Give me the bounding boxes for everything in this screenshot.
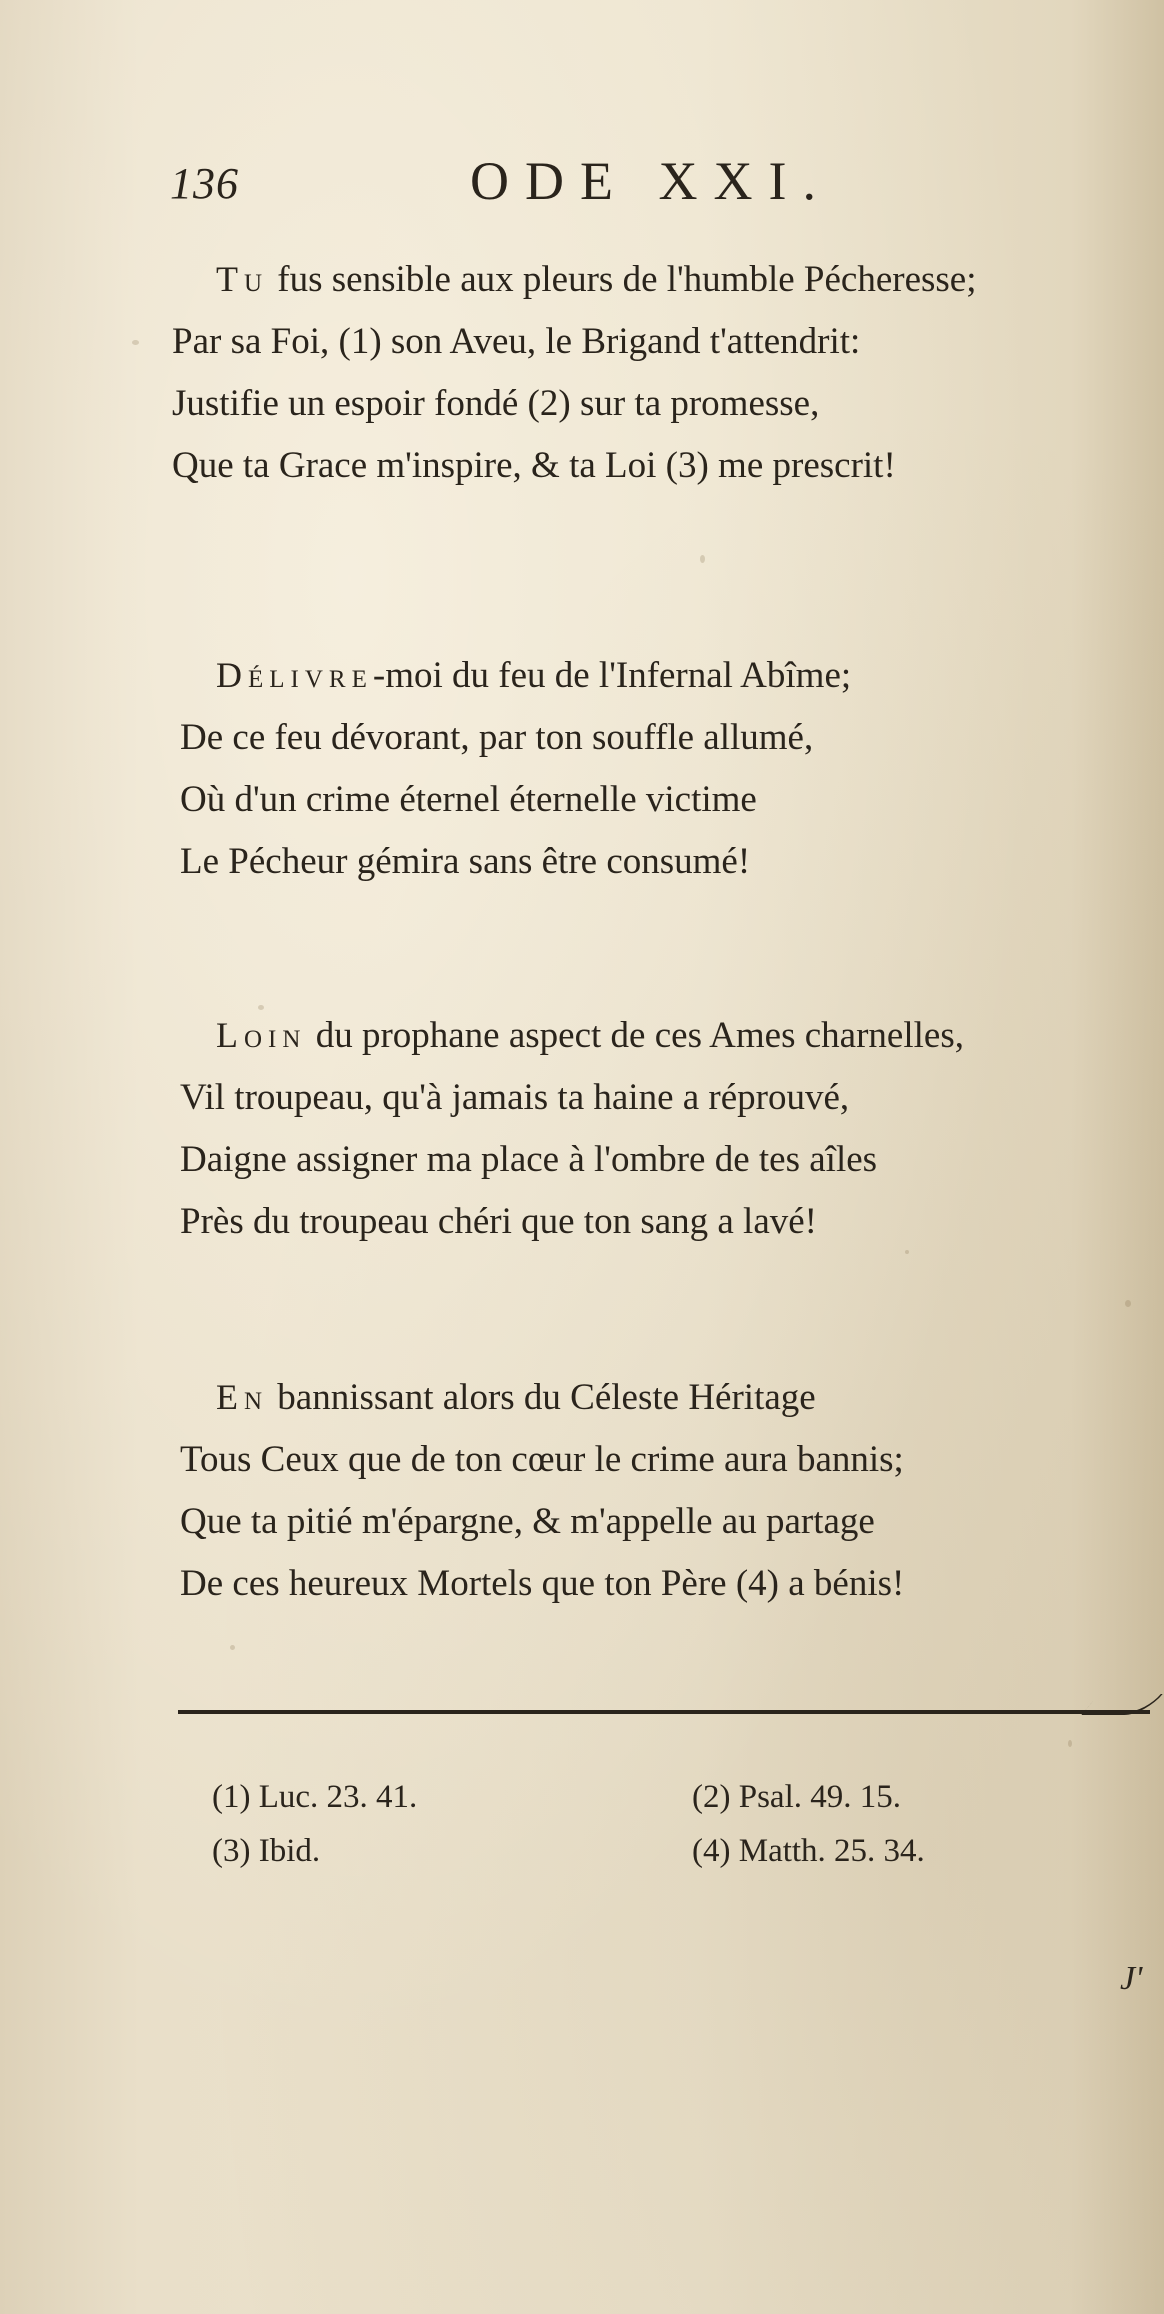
- verse-line: En bannissant alors du Céleste Héritage: [216, 1377, 816, 1418]
- footnote-row: [212, 1824, 1112, 1878]
- footnote: (3) Ibid.: [212, 1833, 321, 1869]
- verse-line: De ce feu dévorant, par ton souffle allumé,: [180, 717, 814, 758]
- footnote-divider-rule: [178, 1710, 1150, 1714]
- verse-line: Justifie un espoir fondé (2) sur ta promesse,: [172, 383, 820, 424]
- stanza-2: [172, 644, 1122, 893]
- catchword: J': [1120, 1960, 1143, 1997]
- footnote: (1) Luc. 23. 41.: [212, 1779, 418, 1815]
- stanza-lead-word: En: [216, 1377, 269, 1417]
- running-title: ODE XXI.: [470, 151, 832, 211]
- footnote-row: [212, 1770, 1112, 1824]
- paper-spot: [230, 1645, 235, 1650]
- page-header: [170, 150, 970, 230]
- verse-line: Que ta pitié m'épargne, & m'appelle au partage: [180, 1501, 875, 1542]
- stanza-lead-word: Loin: [216, 1015, 307, 1055]
- footnotes: [212, 1770, 1112, 1878]
- verse-line: Le Pécheur gémira sans être consumé!: [180, 841, 751, 882]
- verse-line: Loin du prophane aspect de ces Ames charnelles,: [216, 1015, 964, 1056]
- footnote: (2) Psal. 49. 15.: [692, 1779, 901, 1815]
- verse-line: Tous Ceux que de ton cœur le crime aura bannis;: [180, 1439, 904, 1480]
- footnote: (4) Matth. 25. 34.: [692, 1833, 925, 1869]
- verse-line: Vil troupeau, qu'à jamais ta haine a réprouvé,: [180, 1077, 850, 1118]
- verse-line: Que ta Grace m'inspire, & ta Loi (3) me prescrit!: [172, 445, 896, 486]
- paper-spot: [1125, 1300, 1131, 1307]
- paper-spot: [700, 555, 705, 563]
- stanza-3: [172, 1004, 1122, 1253]
- verse-line: Tu fus sensible aux pleurs de l'humble Pécheresse;: [216, 259, 977, 300]
- divider-flourish: [1081, 1694, 1163, 1715]
- verse-line: Délivre-moi du feu de l'Infernal Abîme;: [216, 655, 852, 696]
- verse-line: Par sa Foi, (1) son Aveu, le Brigand t'attendrit:: [172, 321, 861, 362]
- verse-line: De ces heureux Mortels que ton Père (4) a bénis!: [180, 1563, 905, 1604]
- verse-line: Daigne assigner ma place à l'ombre de tes aîles: [180, 1139, 878, 1180]
- paper-spot: [132, 340, 139, 345]
- verse-line: Où d'un crime éternel éternelle victime: [180, 779, 757, 820]
- paper-spot: [1068, 1740, 1072, 1747]
- page-number: 136: [170, 159, 239, 208]
- stanza-lead-word: Tu: [216, 259, 269, 299]
- stanza-4: [172, 1366, 1122, 1615]
- stanza-lead-word: Délivre: [216, 655, 373, 695]
- stanza-1: [172, 248, 1122, 497]
- verse-line: Près du troupeau chéri que ton sang a lavé!: [180, 1201, 818, 1242]
